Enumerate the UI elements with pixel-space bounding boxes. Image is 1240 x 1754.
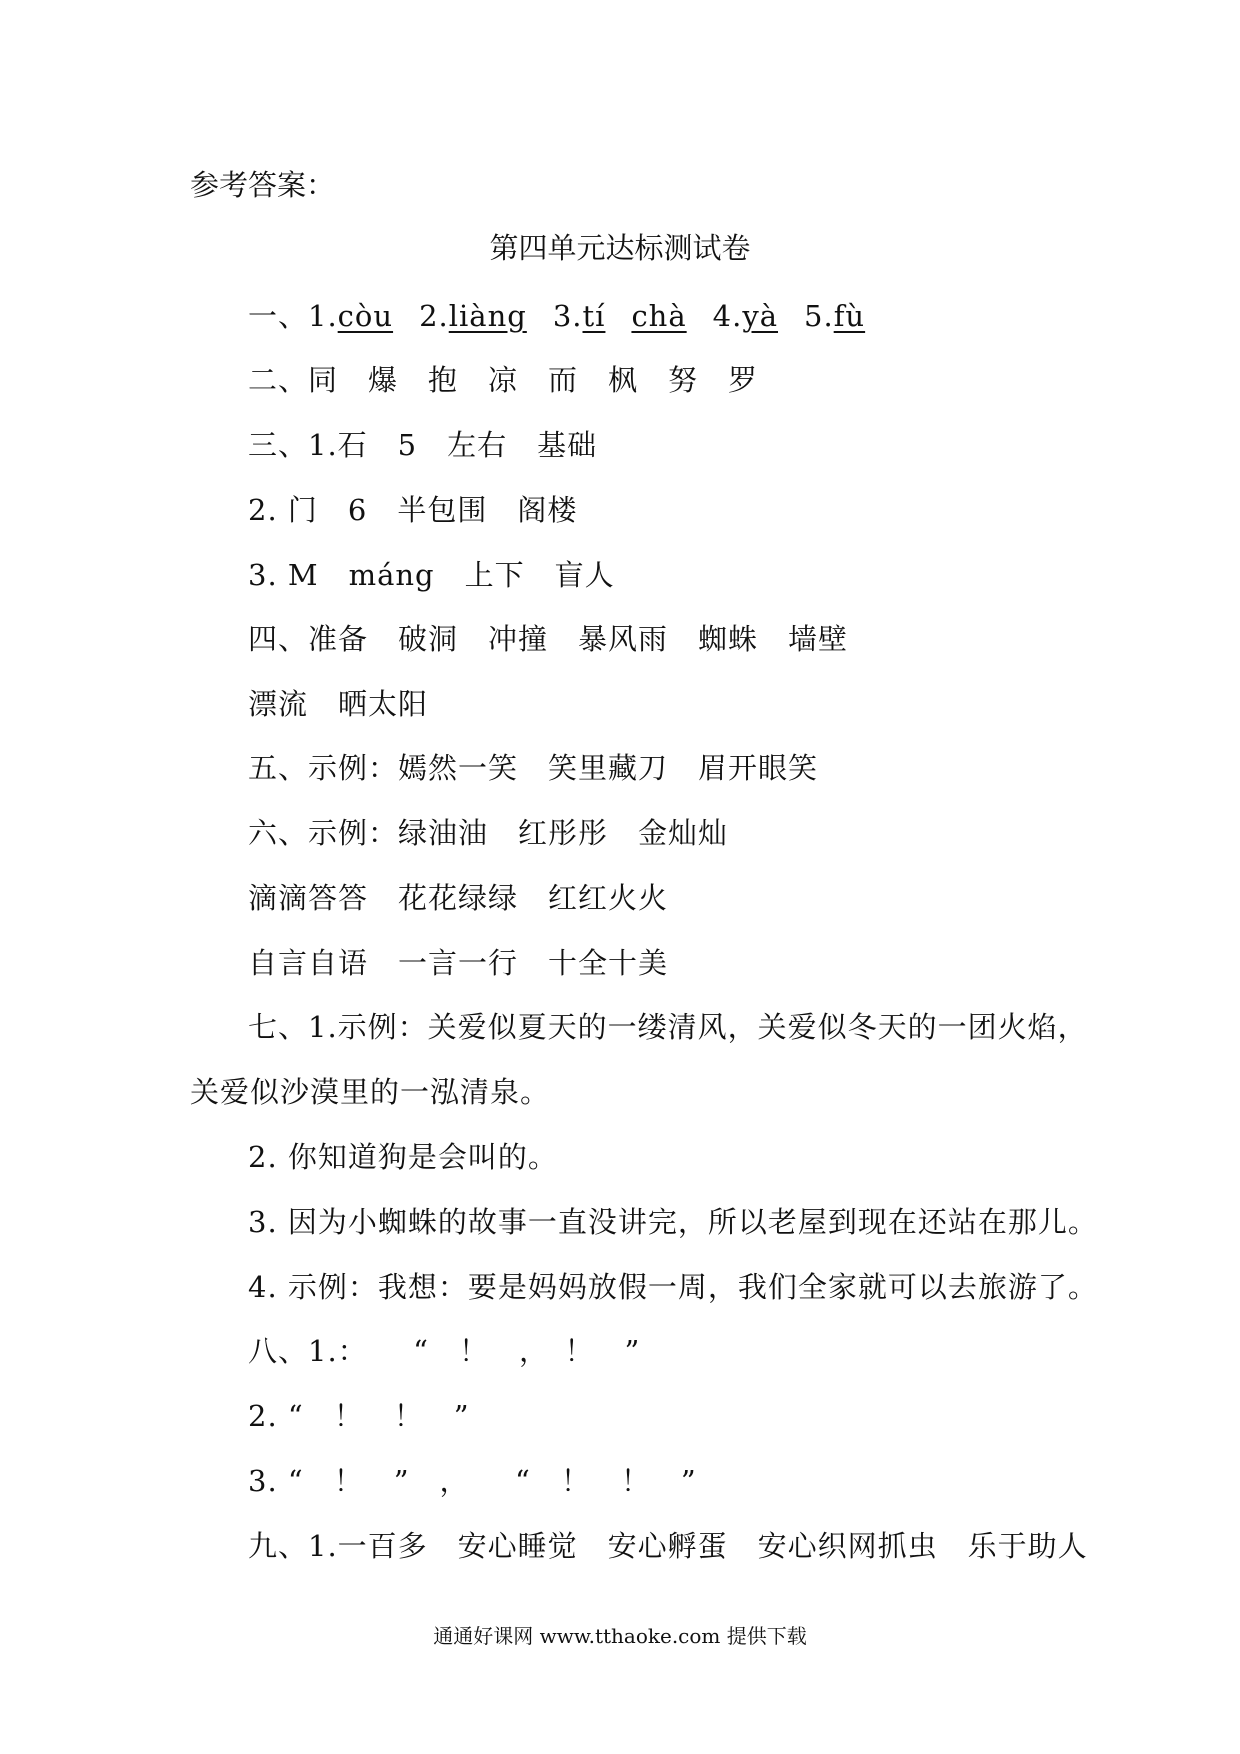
section-7-q3: 3. 因为小蜘蛛的故事一直没讲完，所以老屋到现在还站在那儿。 (248, 1205, 1098, 1239)
section-7-q1-line-2: 关爱似沙漠里的一泓清泉。 (190, 1075, 551, 1109)
pinyin-label-4: 4. (712, 299, 743, 333)
section-2: 二、同 爆 抱 凉 而 枫 努 罗 (248, 363, 759, 397)
section-4-line-1: 四、准备 破洞 冲撞 暴风雨 蜘蛛 墙壁 (248, 622, 849, 656)
section-1-pinyin (248, 296, 865, 336)
section-6-line-1: 六、示例：绿油油 红彤彤 金灿灿 (248, 816, 729, 850)
pinyin-answer-1: còu (337, 299, 394, 333)
pinyin-answer-5: fù (833, 299, 866, 333)
pinyin-label-3: 3. (552, 299, 583, 333)
section-3-line-2: 2. 门 6 半包围 阁楼 (248, 493, 578, 527)
pinyin-label-5: 5. (804, 299, 834, 333)
section-6-line-2: 滴滴答答 花花绿绿 红红火火 (248, 881, 669, 915)
answer-heading: 参考答案： (190, 168, 336, 202)
section-3-line-1: 三、1.石 5 左右 基础 (248, 428, 598, 462)
section-6-line-3: 自言自语 一言一行 十全十美 (248, 946, 669, 980)
section-7-q1-line-1: 七、1.示例：关爱似夏天的一缕清风，关爱似冬天的一团火焰， (248, 1010, 1088, 1044)
test-title: 第四单元达标测试卷 (489, 231, 751, 265)
pinyin-label-1: 一、1. (248, 299, 338, 333)
section-3-line-3: 3. M máng 上下 盲人 (248, 558, 615, 592)
section-7-q4: 4. 示例：我想：要是妈妈放假一周，我们全家就可以去旅游了。 (248, 1270, 1098, 1304)
section-8-line-3: 3. “ ！ ” ， “ ！ ！ ” (248, 1464, 697, 1498)
section-7-q2: 2. 你知道狗是会叫的。 (248, 1140, 558, 1174)
section-8-line-1: 八、1.： “ ！ ， ！ ” (248, 1334, 641, 1368)
pinyin-answer-4: yà (742, 299, 779, 333)
section-4-line-2: 漂流 晒太阳 (248, 687, 429, 721)
section-8-line-2: 2. “ ！ ！ ” (248, 1399, 470, 1433)
section-9: 九、1.一百多 安心睡觉 安心孵蛋 安心织网抓虫 乐于助人 (248, 1529, 1088, 1563)
pinyin-answer-3b: chà (631, 299, 687, 333)
section-5: 五、示例：嫣然一笑 笑里藏刀 眉开眼笑 (248, 751, 819, 785)
pinyin-answer-3a: tí (582, 299, 606, 333)
pinyin-label-2: 2. (419, 299, 449, 333)
pinyin-answer-2: liàng (448, 299, 527, 333)
footer-credit: 通通好课网 www.tthaoke.com 提供下载 (433, 1624, 807, 1648)
